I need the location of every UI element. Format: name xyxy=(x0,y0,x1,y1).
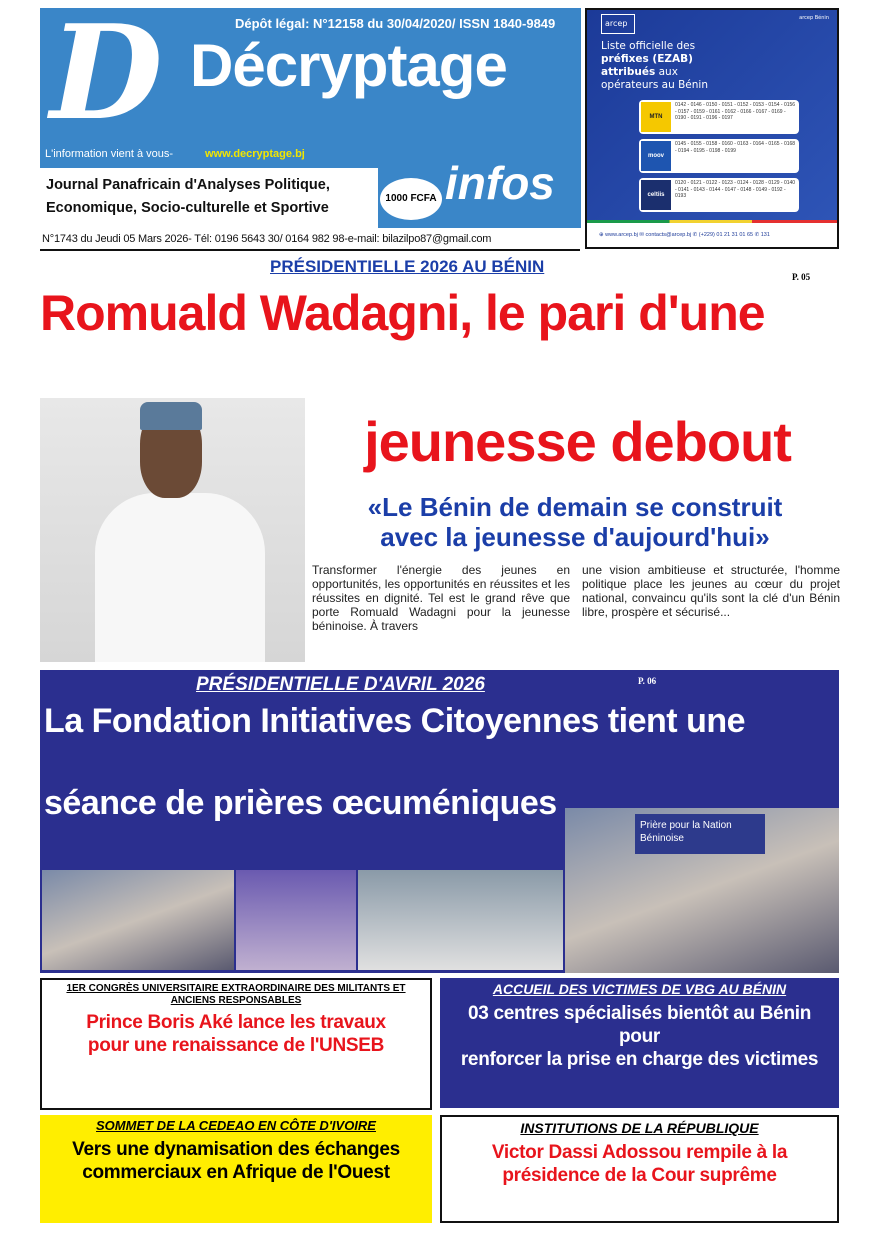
brief-headline xyxy=(446,1002,833,1071)
brief-cedeao[interactable] xyxy=(40,1115,432,1223)
second-page-ref: P. 06 xyxy=(638,676,657,686)
brief-kicker: SOMMET DE LA CEDEAO EN CÔTE D'IVOIRE xyxy=(96,1118,376,1133)
arcep-advertisement[interactable] xyxy=(585,8,839,249)
audience-photo xyxy=(42,870,234,970)
masthead-logo-d: D xyxy=(50,8,163,149)
lead-page-ref: P. 05 xyxy=(792,272,811,282)
headline-line: présidence de la Cour suprême xyxy=(502,1165,777,1186)
arcep-logo: arcep xyxy=(601,14,635,34)
brief-headline xyxy=(46,1138,426,1184)
tagline xyxy=(46,174,376,220)
issue-line: N°1743 du Jeudi 05 Mars 2026- Tél: 0196 5643 30/ 0164 982 98-e-mail: bilazilpo87@gmail.com xyxy=(42,233,492,245)
headline-line: commerciaux en Afrique de l'Ouest xyxy=(82,1162,390,1183)
brief-unseb[interactable] xyxy=(40,978,432,1110)
second-headline-line-1: La Fondation Initiatives Citoyennes tient une xyxy=(44,702,746,740)
operator-card-mtn xyxy=(639,100,799,134)
slogan: L'information vient à vous- xyxy=(45,148,174,160)
wadagni-portrait xyxy=(40,398,305,662)
headline-line: pour une renaissance de l'UNSEB xyxy=(87,1035,385,1056)
headline-line: Vers une dynamisation des échanges xyxy=(72,1139,400,1160)
quote-line: avec la jeunesse d'aujourd'hui» xyxy=(380,522,770,552)
headline-line: Prince Boris Aké lance les travaux xyxy=(86,1012,386,1033)
website-link[interactable]: www.decryptage.bj xyxy=(205,148,305,160)
divider xyxy=(40,249,580,251)
ad-title-line: aux xyxy=(658,66,678,78)
moov-logo: moov xyxy=(641,141,671,171)
brief-kicker: 1ER CONGRÈS UNIVERSITAIRE EXTRAORDINAIRE DES MILITANTS ET ANCIENS RESPONSABLES xyxy=(66,983,406,1006)
tagline-line: Economique, Socio-culturelle et Sportive xyxy=(46,200,329,216)
operator-card-moov xyxy=(639,139,799,173)
masthead-brand-suffix: infos xyxy=(445,157,555,209)
price-badge: 1000 FCFA xyxy=(380,178,442,220)
second-story[interactable] xyxy=(40,670,839,973)
lead-headline-line-2[interactable]: jeunesse debout xyxy=(364,410,791,473)
brief-vbg[interactable] xyxy=(440,978,839,1108)
mtn-logo: MTN xyxy=(641,102,671,132)
ad-footer: ⊕ www.arcep.bj ✉ contacts@arcep.bj ✆ (+229) 01 21 31 01 65 ✆ 131 xyxy=(587,223,837,247)
podium-photo xyxy=(236,870,356,970)
prayer-ceremony-photo xyxy=(565,808,839,973)
headline-line: Victor Dassi Adossou rempile à la xyxy=(491,1142,788,1163)
brief-kicker: ACCUEIL DES VICTIMES DE VBG AU BÉNIN xyxy=(492,981,787,997)
brief-headline xyxy=(48,1011,424,1057)
masthead-brand: Décryptage xyxy=(190,32,507,99)
operator-card-celtiis xyxy=(639,178,799,212)
quote-line: «Le Bénin de demain se construit xyxy=(367,492,783,522)
masthead xyxy=(40,8,581,228)
ad-title-line: préfixes (EZAB) xyxy=(601,53,693,65)
celtiis-logo: celtiis xyxy=(641,180,671,210)
participants-photo xyxy=(358,870,563,970)
lead-quote xyxy=(310,492,840,552)
headline-line: 03 centres spécialisés bientôt au Bénin pour xyxy=(467,1003,812,1047)
lead-body-col-2: une vision ambitieuse et structurée, l'homme politique place les jeunes au cœur du projet national, convaincu qu'ils sont la clé d'un Bénin libre, prospère et sécurisé... xyxy=(582,563,840,619)
lead-kicker: PRÉSIDENTIELLE 2026 AU BÉNIN xyxy=(270,257,545,276)
banner: Prière pour la Nation Béninoise xyxy=(635,814,765,854)
brief-headline xyxy=(448,1141,831,1187)
ad-title-line: Liste officielle des xyxy=(601,40,696,52)
ad-title-line: opérateurs au Bénin xyxy=(601,79,708,91)
prefix-list: 0145 - 0155 - 0158 - 0160 - 0163 - 0164 - 0165 - 0168 - 0194 - 0195 - 0198 - 0199 xyxy=(675,141,796,154)
brief-kicker: INSTITUTIONS DE LA RÉPUBLIQUE xyxy=(520,1120,759,1136)
prefix-list: 0142 - 0146 - 0150 - 0151 - 0152 - 0153 - 0154 - 0156 - 0157 - 0159 - 0161 - 0162 - 0166 - 0167 - 0169 - 0190 - 0191 - 0196 - 0197 xyxy=(675,102,796,121)
lead-body-col-1: Transformer l'énergie des jeunes en opportunités, les opportunités en réussites et les réussites en dignité. Tel est le grand rêve que porte Romuald Wadagni pour la jeunesse béninoise. À travers xyxy=(312,563,570,633)
social-handle: arcep Bénin xyxy=(799,15,829,21)
second-headline-line-2: séance de prières œcuméniques xyxy=(44,784,557,822)
ad-title-line: attribués xyxy=(601,66,656,78)
second-kicker: PRÉSIDENTIELLE D'AVRIL 2026 xyxy=(196,674,485,695)
prefix-list: 0120 - 0121 - 0122 - 0123 - 0124 - 0128 - 0129 - 0140 - 0141 - 0143 - 0144 - 0147 - 0148 - 0149 - 0192 - 0193 xyxy=(675,180,796,199)
brief-cour-supreme[interactable] xyxy=(440,1115,839,1223)
legal-deposit: Dépôt légal: N°12158 du 30/04/2020/ ISSN 1840-9849 xyxy=(235,16,556,31)
tagline-line: Journal Panafricain d'Analyses Politique, xyxy=(46,177,330,193)
lead-headline-line-1[interactable]: Romuald Wadagni, le pari d'une xyxy=(40,285,765,341)
headline-line: renforcer la prise en charge des victimes xyxy=(460,1049,819,1070)
